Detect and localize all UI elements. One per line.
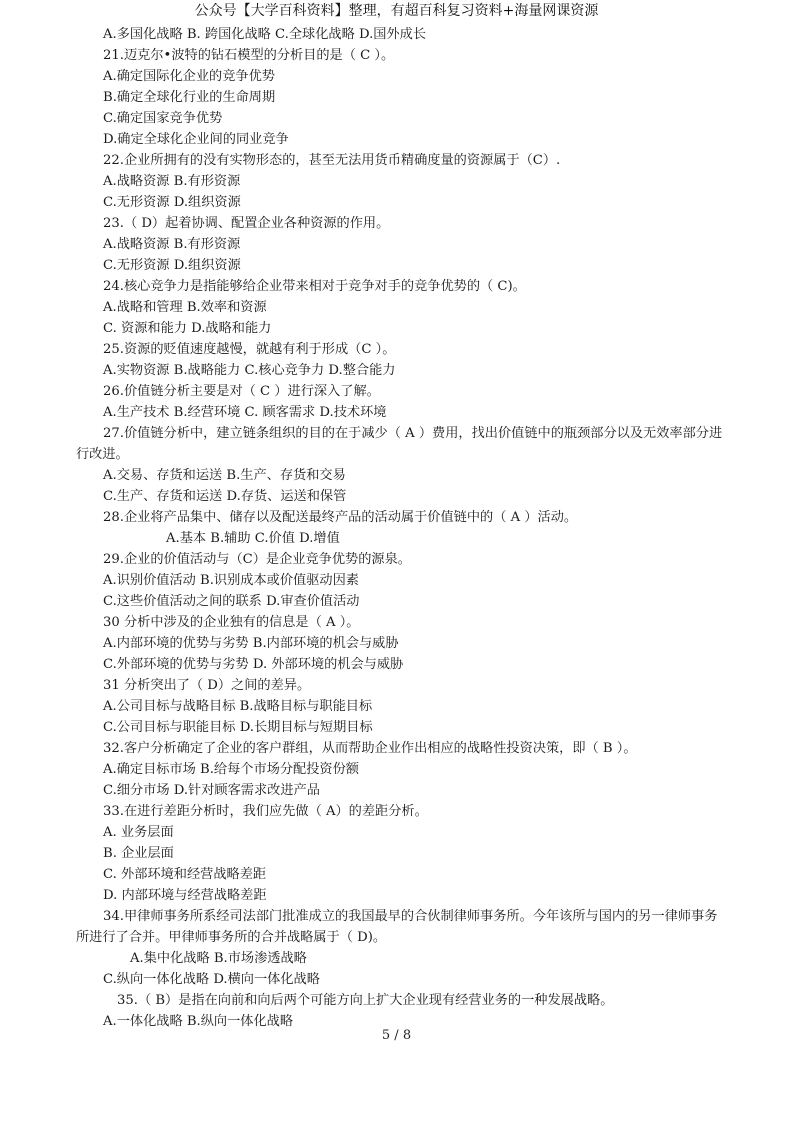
text-line: A. 业务层面: [103, 825, 174, 840]
text-line: A.公司目标与战略目标 B.战略目标与职能目标: [103, 699, 373, 714]
question-35: 35.（ B）是指在向前和向后两个可能方向上扩大企业现有经营业务的一种发展战略。: [117, 993, 614, 1008]
text-line: C.这些价值活动之间的联系 D.审查价值活动: [103, 594, 360, 609]
page-header: 公众号【大学百科资料】整理，有超百科复习资料+海量网课资源: [194, 3, 599, 19]
text-line: C.确定国家竞争优势: [103, 111, 223, 126]
text-line: 行改进。: [76, 447, 129, 462]
text-line: A.交易、存货和运送 B.生产、存货和交易: [103, 468, 346, 483]
question-30: 30 分析中涉及的企业独有的信息是（ A ）。: [103, 615, 360, 630]
text-line: D. 内部环境与经营战略差距: [103, 888, 267, 903]
question-32: 32.客户分析确定了企业的客户群组，从而帮助企业作出相应的战略性投资决策，即（ B ）。: [103, 741, 637, 756]
question-21: 21.迈克尔•波特的钻石模型的分析目的是（ C ）。: [103, 48, 395, 63]
text-line: C.生产、存货和运送 D.存货、运送和保管: [103, 489, 347, 504]
text-line: A.多国化战略 B. 跨国化战略 C.全球化战略 D.国外成长: [103, 27, 427, 42]
text-line: C.细分市场 D.针对顾客需求改进产品: [103, 783, 320, 798]
text-line: A.实物资源 B.战略能力 C.核心竞争力 D.整合能力: [103, 363, 396, 378]
text-line: C.无形资源 D.组织资源: [103, 195, 241, 210]
question-23: 23.（ D）起着协调、配置企业各种资源的作用。: [103, 216, 390, 231]
question-24: 24.核心竞争力是指能够给企业带来相对于竞争对手的竞争优势的（ C)。: [103, 279, 526, 294]
question-28: 28.企业将产品集中、储存以及配送最终产品的活动属于价值链中的（ A ）活动。: [103, 510, 578, 525]
question-31: 31 分析突出了（ D）之间的差异。: [103, 678, 311, 693]
question-27: 27.价值链分析中，建立链条组织的目的在于减少（ A ）费用，找出价值链中的瓶颈部分以及无效率部分进: [103, 426, 723, 441]
text-line: A.确定目标市场 B.给每个市场分配投资份额: [103, 762, 359, 777]
question-22: 22.企业所拥有的没有实物形态的，甚至无法用货币精确度量的资源属于（C）.: [103, 153, 561, 168]
text-line: A.战略资源 B.有形资源: [103, 237, 241, 252]
text-line: A.基本 B.辅助 C.价值 D.增值: [166, 531, 340, 546]
text-line: D.确定全球化企业间的同业竞争: [103, 132, 289, 147]
text-line: 所进行了合并。甲律师事务所的合并战略属于（ D)。: [76, 930, 387, 945]
text-line: B.确定全球化行业的生命周期: [103, 90, 276, 105]
text-line: C. 资源和能力 D.战略和能力: [103, 321, 272, 336]
question-25: 25.资源的贬值速度越慢，就越有利于形成（C ）。: [103, 342, 396, 357]
text-line: A.内部环境的优势与劣势 B.内部环境的机会与威胁: [103, 636, 399, 651]
question-34: 34.甲律师事务所系经司法部门批准成立的我国最早的合伙制律师事务所。今年该所与国内的另一律师事务: [103, 909, 718, 924]
question-26: 26.价值链分析主要是对（ C ）进行深入了解。: [103, 384, 380, 399]
text-line: C.外部环境的优势与劣势 D. 外部环境的机会与威胁: [103, 657, 404, 672]
text-line: A.战略和管理 B.效率和资源: [103, 300, 267, 315]
question-29: 29.企业的价值活动与（C）是企业竞争优势的源泉。: [103, 552, 411, 567]
text-line: C.无形资源 D.组织资源: [103, 258, 241, 273]
text-line: C.公司目标与职能目标 D.长期目标与短期目标: [103, 720, 373, 735]
text-line: A.一体化战略 B.纵向一体化战略: [103, 1014, 294, 1029]
text-line: A.确定国际化企业的竞争优势: [103, 69, 275, 84]
text-line: C.纵向一体化战略 D.横向一体化战略: [103, 972, 320, 987]
text-line: A.识别价值活动 B.识别成本或价值驱动因素: [103, 573, 359, 588]
page-number: 5 / 8: [381, 1028, 412, 1043]
question-33: 33.在进行差距分析时，我们应先做（ A）的差距分析。: [103, 804, 428, 819]
text-line: A.生产技术 B.经营环境 C. 顾客需求 D.技术环境: [103, 405, 387, 420]
text-line: B. 企业层面: [103, 846, 174, 861]
text-line: A.战略资源 B.有形资源: [103, 174, 241, 189]
text-line: C. 外部环境和经营战略差距: [103, 867, 267, 882]
text-line: A.集中化战略 B.市场渗透战略: [130, 951, 307, 966]
